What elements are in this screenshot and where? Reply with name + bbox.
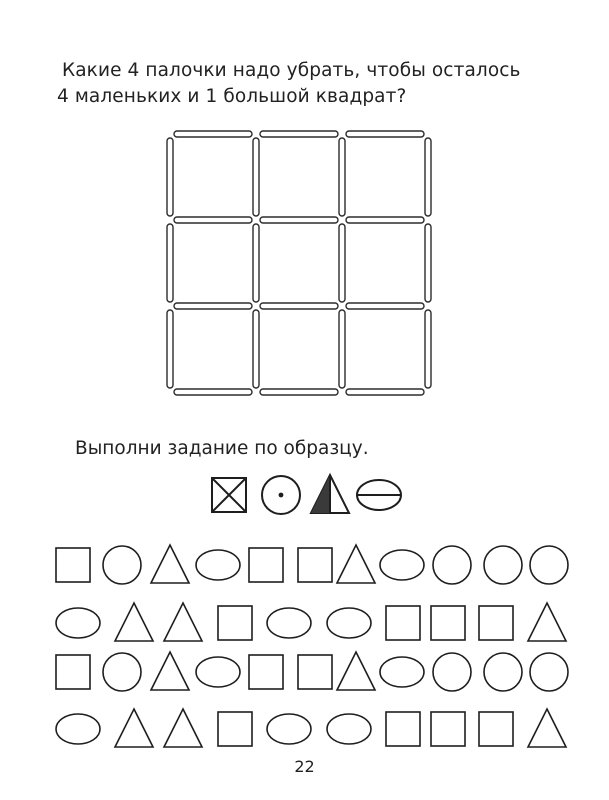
square-shape xyxy=(479,606,513,640)
square-figure xyxy=(218,712,252,746)
task2-instruction: Выполни задание по образцу. xyxy=(75,438,369,459)
ellipse-shape xyxy=(267,608,311,638)
circle-figure xyxy=(433,546,471,584)
triangle-figure xyxy=(164,709,202,747)
square-figure xyxy=(56,655,90,689)
task1-question-line1: Какие 4 палочки надо убрать, чтобы осталось xyxy=(62,60,521,81)
triangle-shape xyxy=(528,603,566,641)
triangle-shape xyxy=(151,652,189,690)
square-figure xyxy=(479,712,513,746)
triangle-shape xyxy=(151,545,189,583)
circle-figure xyxy=(484,653,522,691)
triangle-figure xyxy=(528,709,566,747)
square-figure xyxy=(298,655,332,689)
square-figure xyxy=(479,606,513,640)
triangle-figure xyxy=(151,652,189,690)
triangle-figure xyxy=(115,603,153,641)
circle-figure xyxy=(433,653,471,691)
square-shape xyxy=(298,655,332,689)
ellipse-figure xyxy=(56,608,100,638)
circle-figure xyxy=(103,653,141,691)
square-figure xyxy=(298,548,332,582)
circle-figure xyxy=(484,546,522,584)
ellipse-shape xyxy=(380,550,424,580)
ellipse-figure xyxy=(380,657,424,687)
triangle-figure xyxy=(337,652,375,690)
square-figure xyxy=(249,548,283,582)
square-figure xyxy=(431,712,465,746)
square-shape xyxy=(386,712,420,746)
circle-shape xyxy=(433,546,471,584)
square-shape xyxy=(249,655,283,689)
square-shape xyxy=(431,606,465,640)
task1-question-line2: 4 маленьких и 1 большой квадрат? xyxy=(57,86,407,107)
square-shape xyxy=(431,712,465,746)
ellipse-shape xyxy=(327,608,371,638)
triangle-figure xyxy=(337,545,375,583)
ellipse-shape xyxy=(196,550,240,580)
circle-shape xyxy=(484,546,522,584)
square-shape xyxy=(56,655,90,689)
triangle-shape xyxy=(115,709,153,747)
ellipse-shape xyxy=(196,657,240,687)
circle-shape xyxy=(484,653,522,691)
ellipse-figure xyxy=(196,550,240,580)
triangle-shape xyxy=(115,603,153,641)
ellipse-figure xyxy=(267,608,311,638)
triangle-shape xyxy=(164,709,202,747)
circle-shape xyxy=(530,546,568,584)
square-figure xyxy=(386,712,420,746)
ellipse-figure xyxy=(267,714,311,744)
circle-figure xyxy=(103,546,141,584)
circle-figure xyxy=(530,546,568,584)
square-shape xyxy=(218,606,252,640)
square-shape xyxy=(56,548,90,582)
square-figure xyxy=(386,606,420,640)
circle-shape xyxy=(103,546,141,584)
square-shape xyxy=(218,712,252,746)
ellipse-figure xyxy=(56,714,100,744)
triangle-figure xyxy=(115,709,153,747)
square-figure xyxy=(218,606,252,640)
circle-shape xyxy=(530,653,568,691)
triangle-shape xyxy=(337,545,375,583)
square-shape xyxy=(479,712,513,746)
page-number: 22 xyxy=(294,757,315,776)
circle-shape xyxy=(433,653,471,691)
ellipse-figure xyxy=(196,657,240,687)
square-shape xyxy=(298,548,332,582)
ellipse-shape xyxy=(56,608,100,638)
ellipse-shape xyxy=(380,657,424,687)
square-figure xyxy=(431,606,465,640)
circle-shape xyxy=(103,653,141,691)
triangle-shape xyxy=(337,652,375,690)
triangle-figure xyxy=(164,603,202,641)
square-shape xyxy=(386,606,420,640)
square-shape xyxy=(249,548,283,582)
square-figure xyxy=(56,548,90,582)
triangle-shape xyxy=(164,603,202,641)
ellipse-shape xyxy=(327,714,371,744)
triangle-figure xyxy=(528,603,566,641)
ellipse-figure xyxy=(327,714,371,744)
triangle-figure xyxy=(151,545,189,583)
square-figure xyxy=(249,655,283,689)
ellipse-figure xyxy=(327,608,371,638)
ellipse-shape xyxy=(56,714,100,744)
triangle-shape xyxy=(528,709,566,747)
circle-figure xyxy=(530,653,568,691)
ellipse-figure xyxy=(380,550,424,580)
ellipse-shape xyxy=(267,714,311,744)
